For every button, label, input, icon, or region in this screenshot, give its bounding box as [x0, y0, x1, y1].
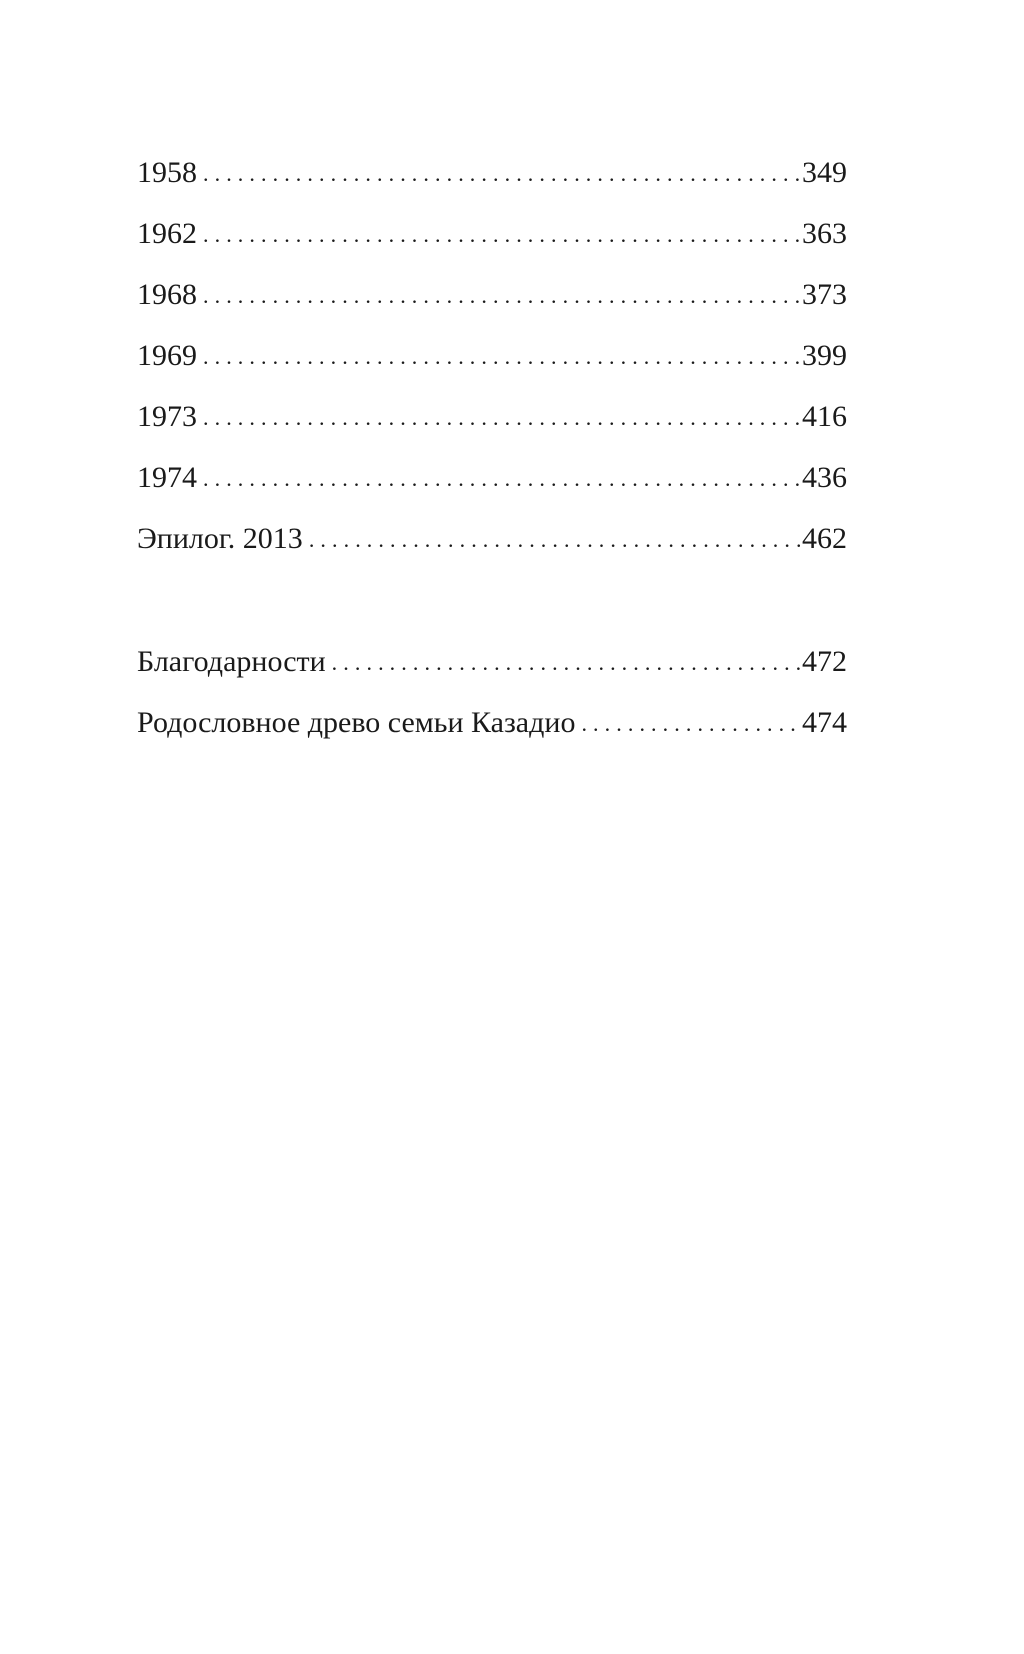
toc-entry-page: 349 [802, 156, 847, 189]
toc-entry-title: Благодарности [137, 645, 326, 678]
toc-entry [137, 338, 847, 399]
toc-entry-title: 1962 [137, 217, 197, 250]
table-of-contents [137, 155, 847, 766]
toc-entry [137, 644, 847, 705]
toc-entry [137, 277, 847, 338]
toc-entry-title: Родословное древо семьи Казадио [137, 706, 576, 739]
toc-entry-page: 399 [802, 339, 847, 372]
toc-entry-title: 1969 [137, 339, 197, 372]
toc-entry-page: 472 [802, 645, 847, 678]
toc-entry [137, 705, 847, 766]
toc-entry-title: Эпилог. 2013 [137, 522, 303, 555]
toc-entry-title: 1973 [137, 400, 197, 433]
toc-entry-page: 363 [802, 217, 847, 250]
toc-entry-page: 373 [802, 278, 847, 311]
toc-entry-page: 436 [802, 461, 847, 494]
toc-entry [137, 521, 847, 582]
dot-leader [309, 522, 800, 558]
dot-leader [203, 278, 800, 314]
toc-entry-page: 416 [802, 400, 847, 433]
toc-entry-title: 1974 [137, 461, 197, 494]
dot-leader [203, 339, 800, 375]
toc-entry [137, 460, 847, 521]
toc-entry-title: 1958 [137, 156, 197, 189]
toc-entry-page: 474 [802, 706, 847, 739]
toc-entry-title: 1968 [137, 278, 197, 311]
dot-leader [203, 461, 800, 497]
toc-entry [137, 399, 847, 460]
toc-entry-page: 462 [802, 522, 847, 555]
dot-leader [203, 400, 800, 436]
toc-entry [137, 216, 847, 277]
dot-leader [203, 156, 800, 192]
dot-leader [332, 645, 800, 681]
dot-leader [581, 706, 800, 742]
dot-leader [203, 217, 800, 253]
toc-group-back-matter [137, 644, 847, 766]
toc-group-chapters [137, 155, 847, 582]
toc-entry [137, 155, 847, 216]
